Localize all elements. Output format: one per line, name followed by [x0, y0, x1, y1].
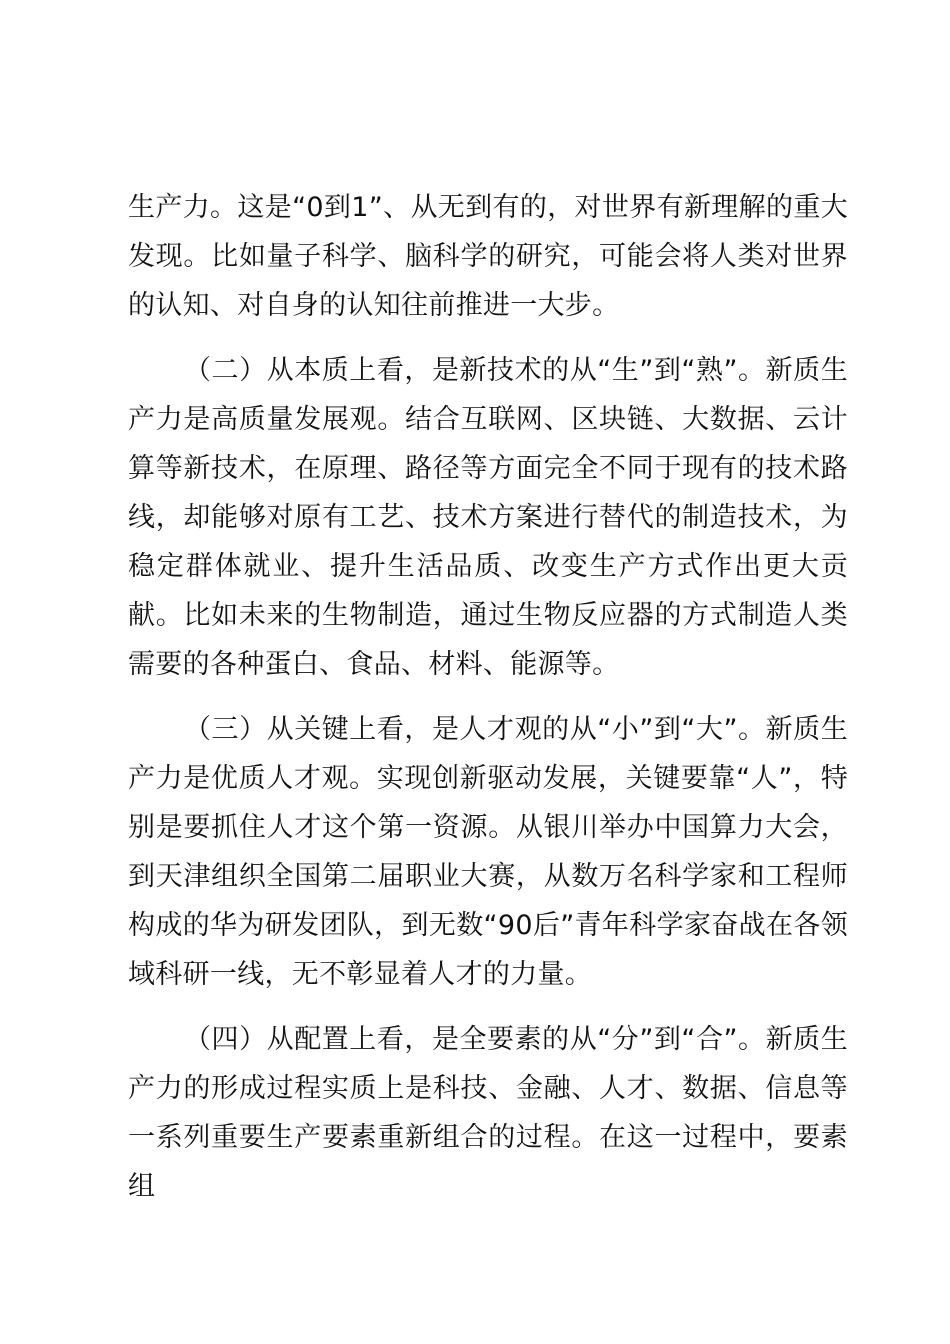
paragraph-continuation: 生产力。这是“0到1”、从无到有的，对世界有新理解的重大发现。比如量子科学、脑科学的研究，可能会将人类对世界的认知、对自身的认知往前推进一大步。: [128, 192, 848, 321]
paragraph-section-2: （二）从本质上看，是新技术的从“生”到“熟”。新质生产力是高质量发展观。结合互联网、区块链、大数据、云计算等新技术，在原理、路径等方面完全不同于现有的技术路线，却能够对原有工艺、技术方案进行替代的制造技术，为稳定群体就业、提升生活品质、改变生产方式作出更大贡献。比如未来的生物制造，通过生物反应器的方式制造人类需要的各种蛋白、食品、材料、能源等。: [128, 355, 848, 680]
document-body: [128, 183, 848, 1227]
paragraph-section-3: （三）从关键上看，是人才观的从“小”到“大”。新质生产力是优质人才观。实现创新驱动发展，关键要靠“人”，特别是要抓住人才这个第一资源。从银川举办中国算力大会，到天津组织全国第二届职业大赛，从数万名科学家和工程师构成的华为研发团队，到无数“90后”青年科学家奋战在各领域科研一线，无不彰显着人才的力量。: [128, 714, 848, 990]
paragraph-section-4: （四）从配置上看，是全要素的从“分”到“合”。新质生产力的形成过程实质上是科技、金融、人才、数据、信息等一系列重要生产要素重新组合的过程。在这一过程中，要素组: [128, 1024, 848, 1202]
